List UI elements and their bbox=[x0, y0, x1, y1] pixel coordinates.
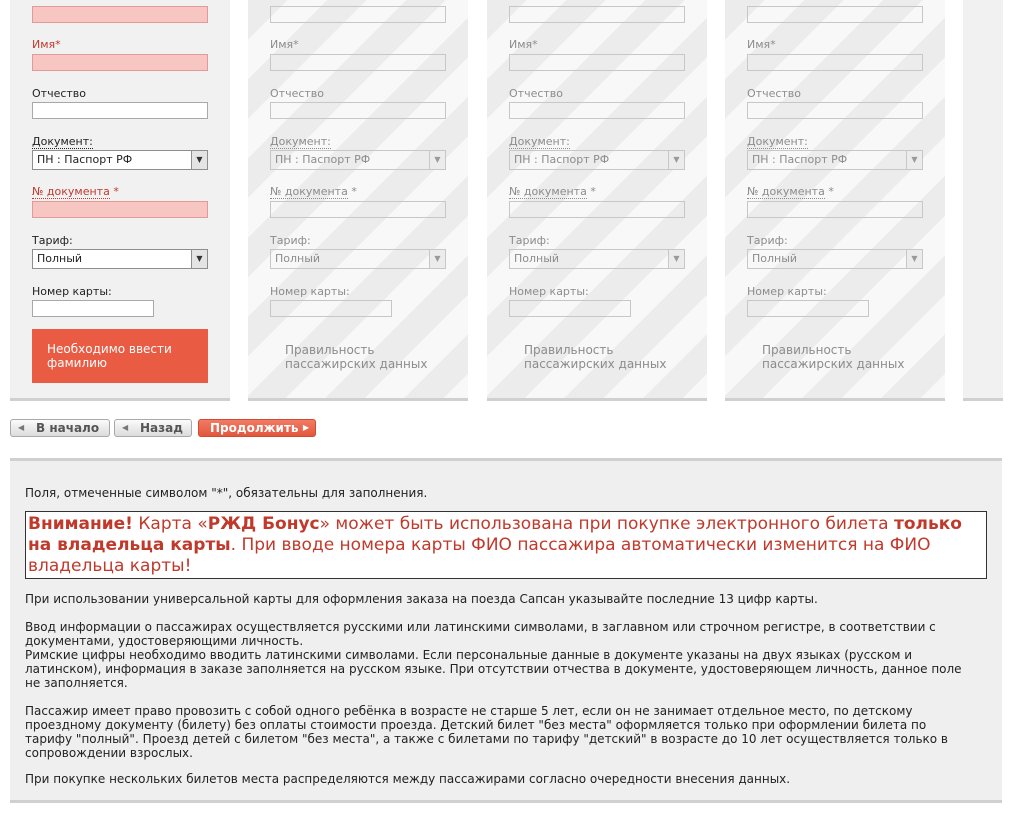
document-label: Документ: bbox=[270, 135, 331, 148]
doc-number-label-text: № документа bbox=[32, 185, 110, 198]
warning-attention: Внимание! bbox=[28, 514, 133, 534]
name-label: Имя* bbox=[270, 38, 299, 51]
info-section bbox=[10, 458, 1002, 803]
chevron-down-icon: ▼ bbox=[906, 250, 922, 268]
document-select bbox=[509, 150, 685, 170]
input-rules-1: Ввод информации о пассажирах осуществляется русскими или латинскими символами, в заглавном или строчном регистре, в соответствии с документами, удостоверяющими личность. bbox=[25, 620, 936, 648]
doc-number-label-text: № документа bbox=[270, 185, 348, 198]
doc-number-input bbox=[747, 201, 923, 218]
document-select bbox=[747, 150, 923, 170]
warning-text-1: Карта « bbox=[132, 514, 208, 534]
document-label: Документ: bbox=[509, 135, 570, 148]
pending-hint: Правильность пассажирских данных bbox=[524, 343, 667, 371]
tariff-select-value: Полный bbox=[514, 252, 560, 265]
name-input bbox=[509, 54, 685, 71]
chevron-down-icon: ▼ bbox=[429, 250, 445, 268]
name-input bbox=[747, 54, 923, 71]
patronymic-label: Отчество bbox=[270, 87, 325, 100]
surname-input[interactable] bbox=[32, 6, 208, 23]
name-input[interactable] bbox=[32, 54, 208, 71]
doc-number-label bbox=[509, 185, 596, 198]
chevron-down-icon: ▼ bbox=[668, 250, 684, 268]
card-number-label: Номер карты: bbox=[747, 285, 827, 298]
doc-number-label-text: № документа bbox=[747, 185, 825, 198]
card-number-input bbox=[509, 300, 631, 317]
chevron-down-icon: ▼ bbox=[668, 151, 684, 169]
patronymic-input bbox=[270, 102, 446, 119]
home-button-label: В начало bbox=[36, 421, 100, 435]
tariff-select bbox=[747, 249, 923, 269]
document-select-value: ПН : Паспорт РФ bbox=[275, 153, 371, 166]
tariff-select-value: Полный bbox=[275, 252, 321, 265]
home-button[interactable] bbox=[10, 419, 110, 437]
arrow-left-icon: ◀ bbox=[18, 423, 25, 432]
tariff-label: Тариф: bbox=[509, 234, 550, 247]
sapsan-note: При использовании универсальной карты для оформления заказа на поезда Сапсан указывайте последние 13 цифр карты. bbox=[25, 592, 818, 606]
warning-box bbox=[25, 511, 987, 579]
document-select-value: ПН : Паспорт РФ bbox=[514, 153, 610, 166]
card-number-label: Номер карты: bbox=[32, 285, 112, 298]
required-star: * bbox=[828, 185, 834, 198]
pending-hint: Правильность пассажирских данных bbox=[285, 343, 428, 371]
doc-number-label bbox=[32, 185, 119, 198]
seat-rules: При покупке нескольких билетов места распределяются между пассажирами согласно очередности внесения данных. bbox=[25, 772, 791, 786]
chevron-down-icon: ▼ bbox=[906, 151, 922, 169]
tariff-label: Тариф: bbox=[270, 234, 311, 247]
warning-text-2: » может быть использована при покупке электронного билета bbox=[319, 514, 894, 534]
arrow-left-icon: ◀ bbox=[122, 423, 129, 432]
tariff-label: Тариф: bbox=[747, 234, 788, 247]
patronymic-label: Отчество bbox=[747, 87, 802, 100]
doc-number-input bbox=[270, 201, 446, 218]
arrow-right-icon: ▶ bbox=[302, 423, 309, 432]
tariff-select-value: Полный bbox=[752, 252, 798, 265]
card-number-label: Номер карты: bbox=[270, 285, 350, 298]
card-number-input[interactable] bbox=[32, 300, 154, 317]
tariff-select[interactable] bbox=[32, 249, 208, 269]
required-star: * bbox=[113, 185, 119, 198]
name-label: Имя* bbox=[509, 38, 538, 51]
back-button-label: Назад bbox=[140, 421, 183, 435]
doc-number-input bbox=[509, 201, 685, 218]
required-star: * bbox=[351, 185, 357, 198]
chevron-down-icon: ▼ bbox=[429, 151, 445, 169]
document-select-value: ПН : Паспорт РФ bbox=[37, 153, 133, 166]
error-message: Необходимо ввести фамилию bbox=[32, 329, 208, 383]
required-star: * bbox=[590, 185, 596, 198]
patronymic-label: Отчество bbox=[32, 87, 87, 100]
name-label: Имя* bbox=[747, 38, 776, 51]
warning-card-name: РЖД Бонус bbox=[207, 514, 320, 534]
doc-number-input[interactable] bbox=[32, 201, 208, 218]
doc-number-label bbox=[747, 185, 834, 198]
tariff-select bbox=[270, 249, 446, 269]
card-number-input bbox=[747, 300, 869, 317]
patronymic-input bbox=[509, 102, 685, 119]
child-rules: Пассажир имеет право провозить с собой одного ребёнка в возрасте не старше 5 лет, если он не занимает отдельное место, по детскому проездному документу (билету) без оплаты стоимости проезда. Детский билет "без места" оформляется только при оформлении билета по тарифу "полный". Проезд детей с билетом "без места", а также с билетами по тарифу "детский" в возрасте до 10 лет осуществляется только в сопровождении взрослых. bbox=[25, 704, 948, 760]
continue-button-label: Продолжить bbox=[210, 421, 299, 435]
card-number-label: Номер карты: bbox=[509, 285, 589, 298]
tariff-select bbox=[509, 249, 685, 269]
patronymic-label: Отчество bbox=[509, 87, 564, 100]
input-rules-2: Римские цифры необходимо вводить латинскими символами. Если персональные данные в документе указаны на двух языках (русском и латинском), информация в заказе заполняется на русском языке. При отсутствии отчества в документе, удостоверяющем личность, данное поле не заполняется. bbox=[25, 648, 962, 690]
doc-number-label-text: № документа bbox=[509, 185, 587, 198]
card-number-input bbox=[270, 300, 392, 317]
pending-hint: Правильность пассажирских данных bbox=[762, 343, 905, 371]
warning-owner-only: только на владельца карты bbox=[28, 514, 962, 555]
patronymic-input[interactable] bbox=[32, 102, 208, 119]
name-label: Имя* bbox=[32, 38, 61, 51]
tariff-select-value: Полный bbox=[37, 252, 83, 265]
document-select[interactable] bbox=[32, 150, 208, 170]
passenger-panel-5-edge bbox=[963, 0, 1003, 401]
doc-number-label bbox=[270, 185, 357, 198]
chevron-down-icon[interactable]: ▼ bbox=[191, 250, 207, 268]
chevron-down-icon[interactable]: ▼ bbox=[191, 151, 207, 169]
document-label: Документ: bbox=[32, 135, 93, 148]
document-select bbox=[270, 150, 446, 170]
required-note: Поля, отмеченные символом "*", обязательны для заполнения. bbox=[25, 486, 428, 500]
surname-input bbox=[747, 6, 923, 23]
document-select-value: ПН : Паспорт РФ bbox=[752, 153, 848, 166]
surname-input bbox=[270, 6, 446, 23]
name-input bbox=[270, 54, 446, 71]
tariff-label: Тариф: bbox=[32, 234, 73, 247]
document-label: Документ: bbox=[747, 135, 808, 148]
back-button[interactable] bbox=[114, 419, 192, 437]
surname-input bbox=[509, 6, 685, 23]
patronymic-input bbox=[747, 102, 923, 119]
warning-text-3: . При вводе номера карты ФИО пассажира автоматически изменится на ФИО владельца карты! bbox=[28, 535, 931, 576]
continue-button[interactable] bbox=[198, 419, 316, 437]
